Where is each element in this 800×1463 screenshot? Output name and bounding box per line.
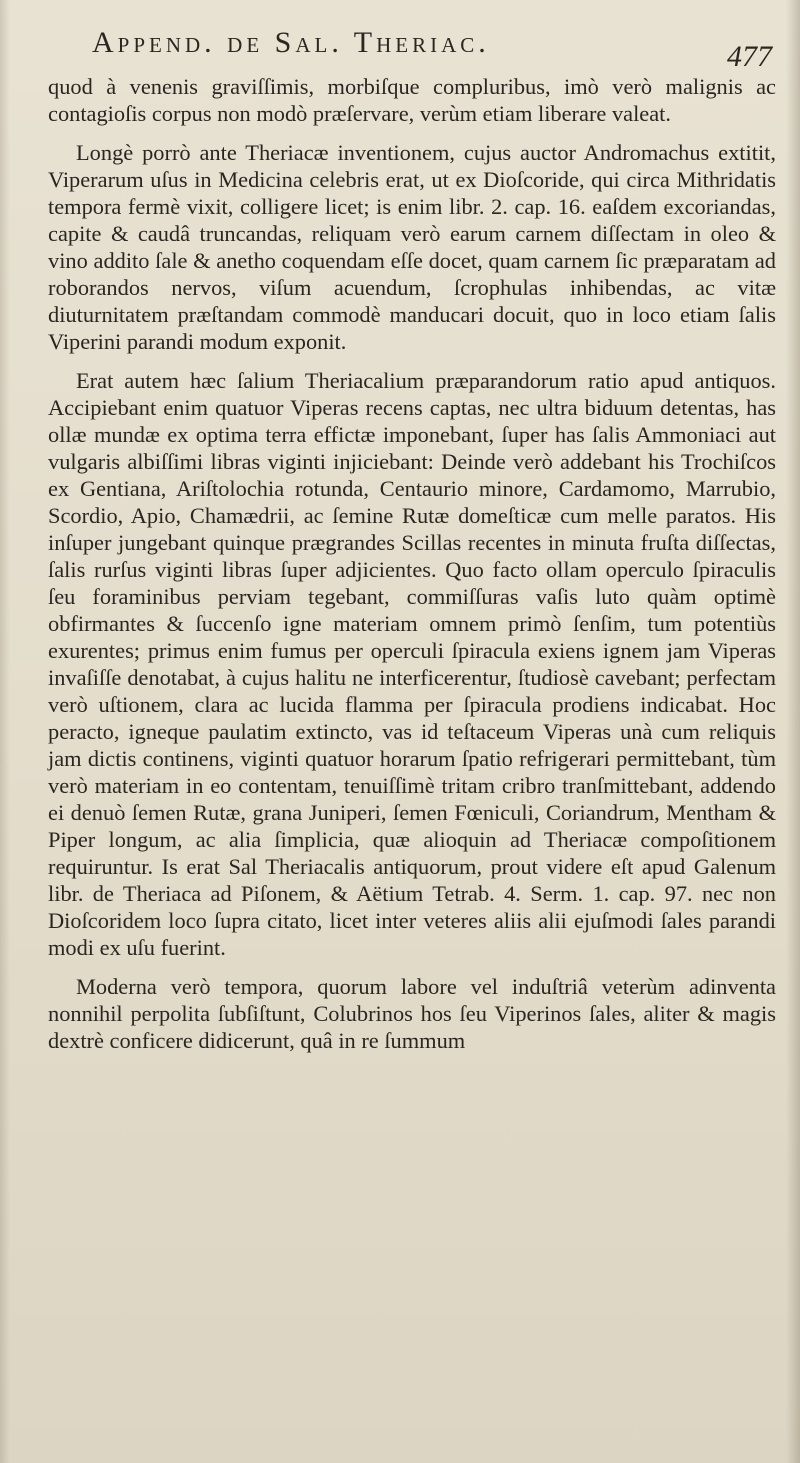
- paragraph-ancient-preparation: Erat autem hæc ſalium Theriacalium præparandorum ratio apud antiquos. Accipiebant enim quatuor Viperas recens captas, nec ultra biduum detentas, has ollæ mundæ ex optima terra effictæ imponebant, ſuper has ſalis Ammoniaci aut vulgaris albiſſimi libras viginti injiciebant: Deinde verò addebant his Trochiſcos ex Gentiana, Ariſtolochia rotunda, Centaurio minore, Cardamomo, Marrubio, Scordio, Apio, Chamædrii, ac ſemine Rutæ domeſticæ cum melle paratos. His inſuper jungebant quinque prægrandes Scillas recentes in minuta fruſta diſſectas, ſalis rurſus viginti libras ſuper adjicientes. Quo facto ollam operculo ſpiraculis ſeu foraminibus perviam tegebant, commiſſuras vaſis luto quàm optimè obfirmantes & ſuccenſo igne materiam omnem primò ſenſim, tum potentiùs exurentes; primus enim fumus per operculi ſpiracula exiens ignem jam Viperas invaſiſſe denotabat, à cujus halitu ne interficerentur, ſtudiosè cavebant; perfectam verò uſtionem, clara ac lucida flamma per ſpiracula prodiens indicabat. Hoc peracto, igneque paulatim extincto, vas id teſtaceum Viperas unà cum reliquis jam dictis continens, viginti quatuor horarum ſpatio refrigerari permittebant, tùm verò materiam in eo contentam, tenuiſſimè tritam cribro tranſmittebant, addendo ei denuò ſemen Rutæ, grana Juniperi, ſemen Fœniculi, Coriandrum, Mentham & Piper longum, ac alia ſimplicia, quæ alioquin ad Theriacæ compoſitionem requiruntur. Is erat Sal Theriacalis antiquorum, prout videre eſt apud Galenum libr. de Theriaca ad Piſonem, & Aëtium Tetrab. 4. Serm. 1. cap. 97. nec non Dioſcoridem loco ſupra citato, licet inter veteres aliis alii ejuſmodi ſales parandi modi ex uſu fuerint.: [48, 368, 776, 960]
- page-header: [92, 18, 772, 76]
- page-number: 477: [727, 40, 772, 73]
- paragraph-modern-times: Moderna verò tempora, quorum labore vel induſtriâ veterùm adinventa nonnihil perpolita ſubſiſtunt, Colubrinos hos ſeu Viperinos ſales, aliter & magis dextrè conficere didicerunt, quâ in re ſummum: [48, 974, 776, 1053]
- page-gutter-shadow: [0, 0, 10, 1463]
- page-edge-shadow: [786, 0, 800, 1463]
- running-head: Append. de Sal. Theriac.: [92, 26, 490, 59]
- paragraph-continuation: quod à venenis graviſſimis, morbiſque compluribus, imò verò malignis ac contagioſis corpus non modò præſervare, verùm etiam liberare valeat.: [48, 74, 776, 126]
- paragraph-dioscorides: Longè porrò ante Theriacæ inventionem, cujus auctor Andromachus extitit, Viperarum uſus in Medicina celebris erat, ut ex Dioſcoride, qui circa Mithridatis tempora fermè vixit, colligere licet; is enim libr. 2. cap. 16. eaſdem excoriandas, capite & caudâ truncandas, reliquam verò earum carnem diſſectam in oleo & vino addito ſale & anetho coquendam eſſe docet, quam carnem ſic præparatam ad roborandos nervos, viſum acuendum, ſcrophulas inhibendas, ac vitæ diuturnitatem præſtandam commodè manducari docuit, quo in loco etiam ſalis Viperini parandi modum exponit.: [48, 140, 776, 354]
- body-text: [48, 73, 776, 1054]
